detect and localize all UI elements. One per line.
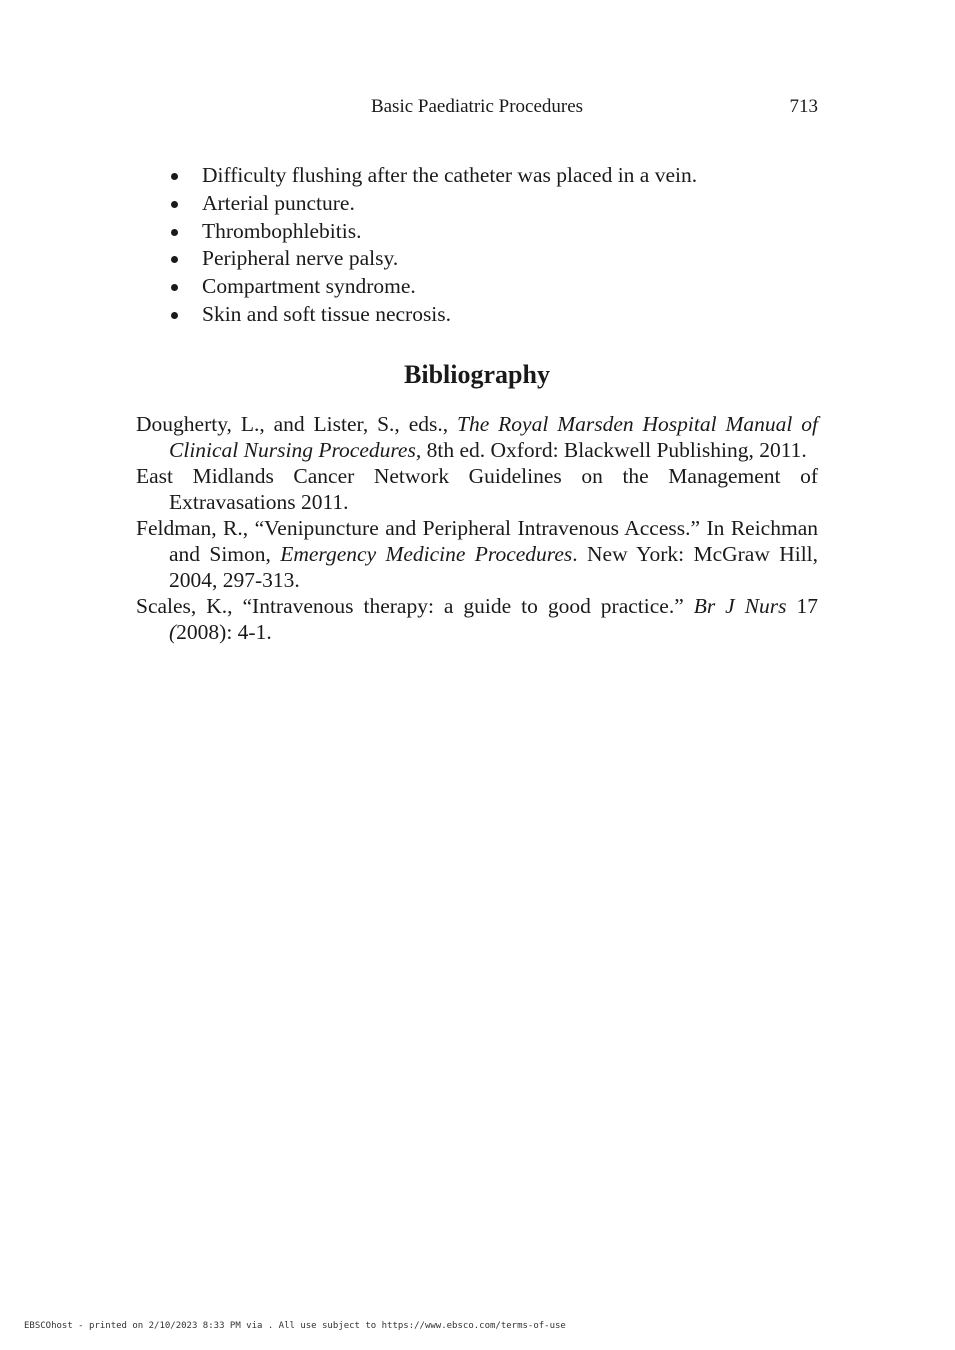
entry-text: 2008): 4-1. bbox=[176, 620, 272, 644]
running-title: Basic Paediatric Procedures bbox=[370, 96, 584, 117]
entry-text: 17 bbox=[786, 594, 818, 618]
entry-text: Dougherty, L., and Lister, S., eds., bbox=[136, 412, 458, 436]
entry-title: The Royal Marsden Hospital Manual of Clinical Nursing Procedures, bbox=[169, 412, 818, 462]
bibliography-list bbox=[136, 411, 818, 645]
entry-text: East Midlands Cancer Network Guidelines on the Management of Extravasations 2011. bbox=[136, 464, 818, 514]
list-item-text: Compartment syndrome. bbox=[202, 274, 416, 299]
entry-paren: ( bbox=[169, 620, 177, 644]
entry-text: Feldman, R., “Venipuncture and Peripheral Intravenous Access.” In Reichman and Simon, bbox=[136, 516, 818, 566]
entry-title: Emergency Medicine Procedures bbox=[280, 542, 573, 566]
page-number: 713 bbox=[789, 96, 818, 117]
bullet-icon bbox=[171, 256, 178, 263]
list-item bbox=[166, 301, 697, 329]
running-header bbox=[136, 96, 818, 122]
bullet-icon bbox=[171, 201, 178, 208]
bullet-icon bbox=[171, 284, 178, 291]
bibliography-entry bbox=[136, 593, 818, 645]
complications-list bbox=[166, 162, 697, 329]
bibliography-entry bbox=[136, 463, 818, 515]
bullet-icon bbox=[171, 312, 178, 319]
ebsco-footer: EBSCOhost - printed on 2/10/2023 8:33 PM via . All use subject to https://www.ebsco.com/terms-of-use bbox=[24, 1321, 566, 1331]
list-item bbox=[166, 273, 697, 301]
bullet-icon bbox=[171, 229, 178, 236]
bibliography-entry bbox=[136, 515, 818, 593]
list-item-text: Arterial puncture. bbox=[202, 190, 355, 215]
entry-text: 8th ed. Oxford: Blackwell Publishing, 2011. bbox=[421, 438, 807, 462]
list-item-text: Skin and soft tissue necrosis. bbox=[202, 301, 452, 326]
list-item bbox=[166, 245, 697, 273]
bibliography-heading: Bibliography bbox=[404, 360, 550, 389]
bibliography-entry bbox=[136, 411, 818, 463]
list-item-text: Difficulty flushing after the catheter was placed in a vein. bbox=[202, 163, 698, 187]
bullet-icon bbox=[171, 173, 178, 180]
list-item-text: Peripheral nerve palsy. bbox=[202, 246, 399, 271]
entry-text: . New York: McGraw Hill, 2004, 297-313. bbox=[169, 542, 819, 592]
list-item bbox=[166, 190, 697, 218]
entry-title: Br J Nurs bbox=[693, 594, 787, 618]
entry-text: Scales, K., “Intravenous therapy: a guide to good practice.” bbox=[136, 594, 694, 618]
list-item bbox=[166, 162, 697, 190]
list-item-text: Thrombophlebitis. bbox=[202, 218, 362, 243]
list-item bbox=[166, 218, 697, 246]
